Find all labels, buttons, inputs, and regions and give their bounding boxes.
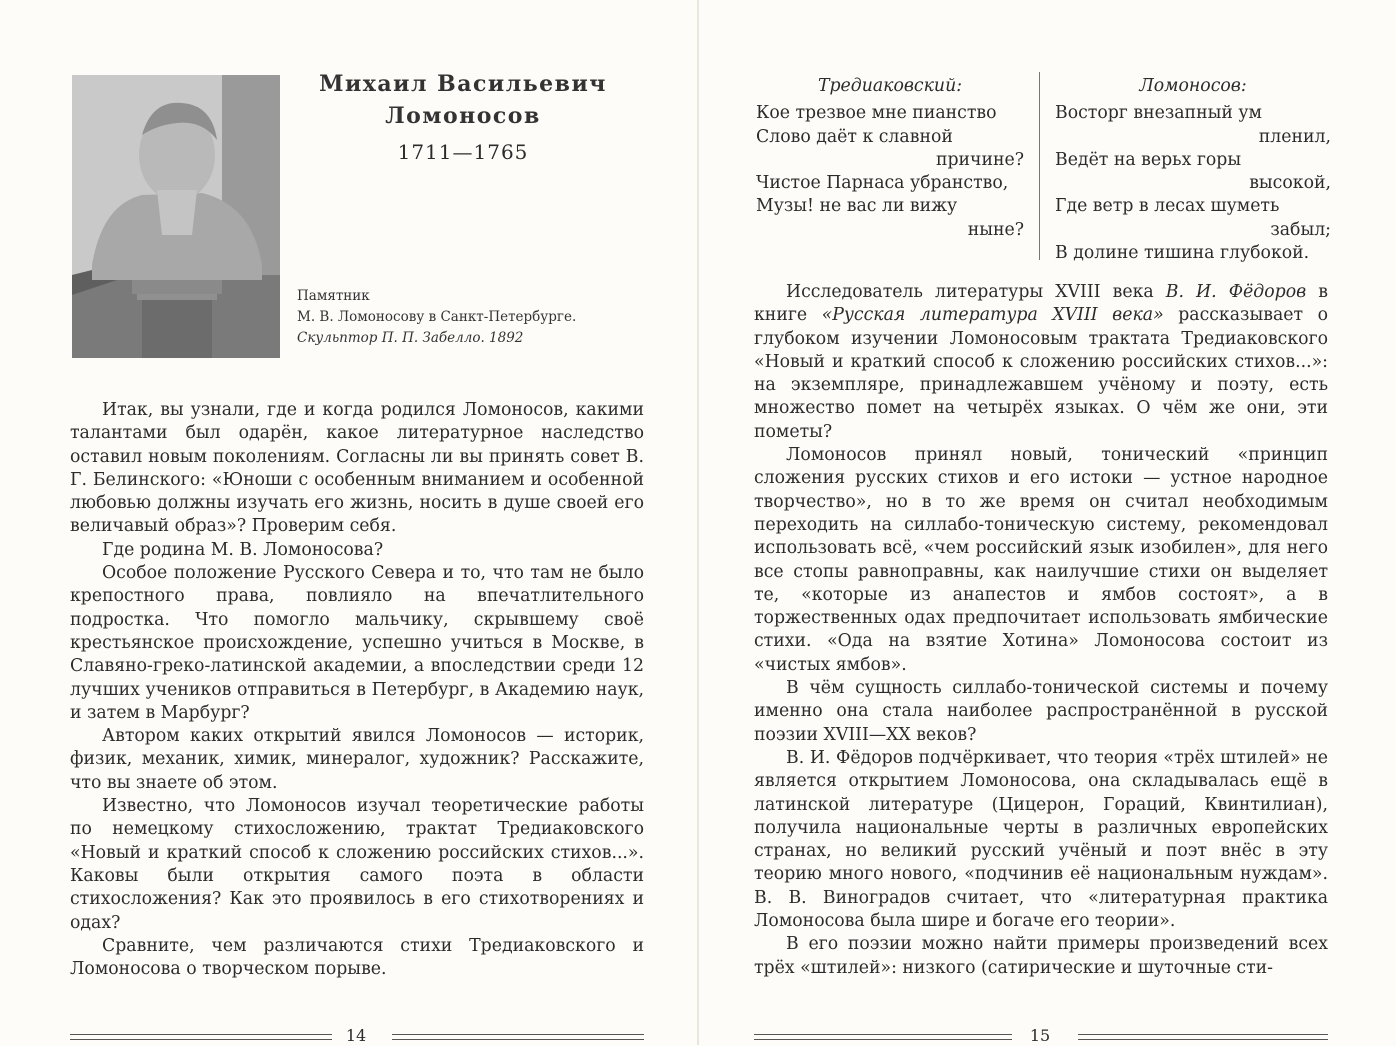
left-page — [0, 0, 698, 1045]
footer-rule — [392, 1034, 644, 1040]
title-line-2: Ломоносов — [385, 103, 541, 129]
footer-rule — [70, 1034, 332, 1040]
paragraph: Особое положение Русского Севера и то, что там не было крепостного права, повлияло на впечатлительного подростка. Что помогло мальчику, скрывшему своё крестьянское происхождение, успешно учиться в Москве, в Славяно-греко-латинской академии, а впоследствии среди 12 лучших учеников отправиться в Петербург, в Академию наук, и затем в Марбург? — [70, 563, 644, 723]
poem-line: Кое трезвое мне пианство — [756, 103, 997, 124]
poem-line: Ведёт на верьх горы — [1055, 149, 1242, 170]
poem-line: Слово даёт к славной — [756, 126, 953, 147]
text-run: в книге — [754, 282, 1328, 326]
footer-rule — [754, 1034, 1012, 1040]
author-name: В. И. Фёдоров — [1165, 282, 1307, 302]
poem-line: В долине тишина глубокой. — [1055, 243, 1310, 264]
poem-trediakovsky — [756, 75, 1024, 242]
poem-lomonosov — [1055, 75, 1331, 265]
paragraph: Где родина М. В. Ломоносова? — [102, 539, 384, 560]
photo-caption — [297, 286, 637, 349]
poem-line: пленил, — [1258, 126, 1331, 147]
left-page-footer — [0, 1026, 698, 1046]
paragraph: Известно, что Ломоносов изучал теоретические работы по немецкому стихосложению, трактат Тредиаковского «Новый и краткий способ к сложению российских стихов...». Каковы были открытия самого поэта в области стихосложения? Как это проявилось в его стихотворениях и одах? — [70, 796, 644, 933]
text-run: Исследователь литературы XVIII века — [786, 282, 1166, 302]
page-number: 15 — [1029, 1026, 1051, 1045]
paragraph: Сравните, чем различаются стихи Тредиаковского и Ломоносова о творческом порыве. — [70, 935, 644, 980]
footer-rule — [1078, 1034, 1328, 1040]
left-body-text — [70, 399, 644, 981]
paragraph: Итак, вы узнали, где и когда родился Ломоносов, какими талантами был одарён, какое литературное наследство оставил новым поколениям. Согласны ли вы принять совет В. Г. Белинского: «Юноши с особенным вниманием и особенной любовью должны изучать его жизнь, носить в душе своей его величавый образ»? Проверим себя. — [70, 400, 644, 537]
right-body-text — [754, 281, 1328, 980]
text-run: рассказывает о глубоком изучении Ломоносовым трактата Тредиаковского «Новый и краткий способ к сложению российских стихов...»: на экземпляре, принадлежавшем учёному и поэту, есть множество помет на четырёх языках. О чём же они, эти пометы? — [754, 305, 1329, 442]
paragraph: Ломоносов принял новый, тонический «принцип сложения русских стихов и его истоки — устное народное творчество», но в то же время он считал необходимым переходить на силлабо-тоническую систему, рекомендовал использовать всё, «чем российский язык изобилен», для него все стопы равноправны, как наилучшие стихи он выделяет те, «которые из анапестов и ямбов состоят», а в торжественных одах предпочитает использовать ямбические стихи. «Ода на взятие Хотина» Ломоносова состоит из «чистых ямбов». — [754, 445, 1328, 675]
poem-line: Чистое Парнаса убранство, — [756, 173, 1009, 194]
poem-line: Восторг внезапный ум — [1055, 103, 1262, 124]
bust-illustration — [72, 75, 280, 358]
poem-divider — [1039, 72, 1040, 260]
poem-line: ныне? — [967, 219, 1024, 240]
poem-line: Музы! не вас ли вижу — [756, 196, 958, 217]
page-number: 14 — [345, 1026, 367, 1045]
caption-line-1: Памятник — [297, 288, 370, 304]
poem-heading: Тредиаковский: — [817, 76, 963, 96]
right-page — [698, 0, 1396, 1045]
title-line-1: Михаил Васильевич — [319, 71, 607, 97]
poem-line: Где ветр в лесах шуметь — [1055, 196, 1280, 217]
caption-line-2: М. В. Ломоносову в Санкт-Петербурге. — [297, 309, 577, 325]
poem-line: причине? — [935, 149, 1024, 170]
caption-line-3: Скульптор П. П. Забелло. 1892 — [297, 330, 524, 346]
poem-line: высокой, — [1249, 173, 1331, 194]
paragraph: Автором каких открытий явился Ломоносов — историк, физик, механик, химик, минералог, художник? Расскажите, что вы знаете об этом. — [70, 726, 644, 793]
right-page-footer — [698, 1026, 1396, 1046]
paragraph — [754, 281, 1328, 444]
paragraph: В чём сущность силлабо-тонической системы и почему именно она стала наиболее распространённой в русской поэзии XVIII—XX веков? — [754, 678, 1328, 745]
poem-line: забыл; — [1270, 219, 1331, 240]
poem-heading: Ломоносов: — [1139, 76, 1247, 96]
paragraph: В его поэзии можно найти примеры произведений всех трёх «штилей»: низкого (сатирические и шуточные сти- — [754, 934, 1328, 978]
book-title: «Русская литература XVIII века» — [821, 305, 1164, 326]
biography-title — [296, 68, 630, 132]
paragraph: В. И. Фёдоров подчёркивает, что теория «трёх штилей» не является открытием Ломоносова, она складывалась ещё в латинской литературе (Цицерон, Гораций, Квинтилиан), получила национальные черты в различных европейских странах, но великий русский учёный и поэт внёс в эту теорию много нового, «подчинив её национальным нуждам». В. В. Виноградов считает, что «литературная практика Ломоносова была шире и богаче его теории». — [754, 747, 1328, 932]
monument-photo — [72, 75, 280, 358]
life-years: 1711—1765 — [397, 140, 529, 164]
